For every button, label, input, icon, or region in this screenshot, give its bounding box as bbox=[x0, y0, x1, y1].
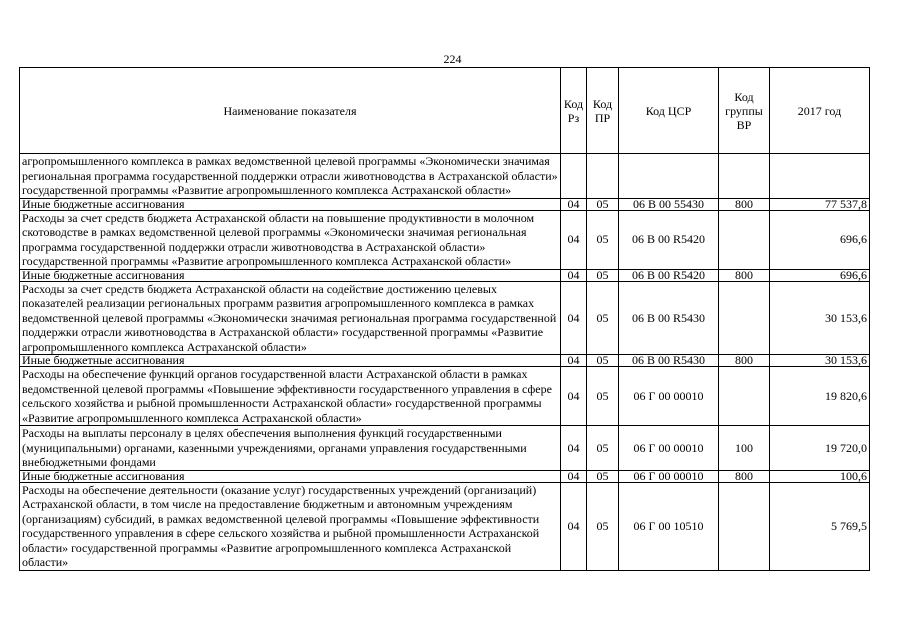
cell-vr: 800 bbox=[719, 470, 770, 482]
cell-amount: 30 153,6 bbox=[770, 281, 870, 355]
cell-csr: 06 Г 00 00010 bbox=[619, 426, 719, 471]
cell-csr bbox=[619, 154, 719, 199]
table-row bbox=[20, 470, 870, 482]
cell-csr: 06 В 00 55430 bbox=[619, 198, 719, 210]
cell-rz: 04 bbox=[561, 482, 587, 570]
cell-pr: 05 bbox=[587, 482, 619, 570]
header-year: 2017 год bbox=[770, 68, 870, 154]
cell-vr bbox=[719, 281, 770, 355]
cell-pr: 05 bbox=[587, 367, 619, 426]
table-row bbox=[20, 426, 870, 471]
cell-name: Расходы на обеспечение деятельности (оказание услуг) государственных учреждений (организаций) Астраханской области, в том числе на предоставление бюджетным и автономным учреждениям (организациям) субсидий, в рамках ведомственной целевой программы «Повышение эффективности государственного управления в сфере сельского хозяйства и рыбной промышленности Астраханской области» государственной программы «Развитие агропромышленного комплекса Астраханской области» bbox=[20, 482, 561, 570]
cell-rz: 04 bbox=[561, 470, 587, 482]
cell-amount: 30 153,6 bbox=[770, 355, 870, 367]
cell-pr: 05 bbox=[587, 355, 619, 367]
cell-amount: 696,6 bbox=[770, 210, 870, 269]
cell-rz bbox=[561, 154, 587, 199]
cell-name: Иные бюджетные ассигнования bbox=[20, 470, 561, 482]
cell-vr: 100 bbox=[719, 426, 770, 471]
cell-csr: 06 В 00 R5430 bbox=[619, 355, 719, 367]
cell-name: Иные бюджетные ассигнования bbox=[20, 355, 561, 367]
cell-name: Расходы на обеспечение функций органов государственной власти Астраханской области в рамках ведомственной целевой программы «Повышение эффективности государственного управления в сфере сельского хозяйства и рыбной промышленности Астраханской области» государственной программы «Развитие агропромышленного комплекса Астраханской области» bbox=[20, 367, 561, 426]
cell-amount: 5 769,5 bbox=[770, 482, 870, 570]
cell-vr: 800 bbox=[719, 269, 770, 281]
cell-pr: 05 bbox=[587, 269, 619, 281]
budget-table bbox=[19, 67, 870, 571]
cell-amount: 19 720,0 bbox=[770, 426, 870, 471]
cell-rz: 04 bbox=[561, 426, 587, 471]
header-pr: Код ПР bbox=[587, 68, 619, 154]
table-header-row bbox=[20, 68, 870, 154]
cell-name: Расходы за счет средств бюджета Астраханской области на повышение продуктивности в молочном скотоводстве в рамках ведомственной целевой программы «Экономически значимая региональная программа государственной поддержки отрасли животноводства в Астраханской области» государственной программы «Развитие агропромышленного комплекса Астраханской области» bbox=[20, 210, 561, 269]
cell-rz: 04 bbox=[561, 210, 587, 269]
cell-rz: 04 bbox=[561, 281, 587, 355]
cell-pr: 05 bbox=[587, 198, 619, 210]
cell-amount: 19 820,6 bbox=[770, 367, 870, 426]
header-rz: Код Рз bbox=[561, 68, 587, 154]
header-vr: Код группы ВР bbox=[719, 68, 770, 154]
cell-pr: 05 bbox=[587, 470, 619, 482]
cell-vr: 800 bbox=[719, 355, 770, 367]
cell-vr bbox=[719, 210, 770, 269]
cell-csr: 06 В 00 R5420 bbox=[619, 269, 719, 281]
page-number: 224 bbox=[443, 52, 462, 66]
cell-pr: 05 bbox=[587, 426, 619, 471]
cell-rz: 04 bbox=[561, 355, 587, 367]
table-row bbox=[20, 210, 870, 269]
table-row bbox=[20, 198, 870, 210]
cell-pr bbox=[587, 154, 619, 199]
cell-pr: 05 bbox=[587, 281, 619, 355]
cell-vr bbox=[719, 154, 770, 199]
cell-vr: 800 bbox=[719, 198, 770, 210]
cell-amount: 696,6 bbox=[770, 269, 870, 281]
cell-name: Расходы на выплаты персоналу в целях обеспечения выполнения функций государственными (муниципальными) органами, казенными учреждениями, органами управления государственными внебюджетными фондами bbox=[20, 426, 561, 471]
cell-name: Расходы за счет средств бюджета Астраханской области на содействие достижению целевых показателей реализации региональных программ развития агропромышленного комплекса в рамках ведомственной целевой программы «Экономически значимая региональная программа государственной поддержки отрасли животноводства в Астраханской области» государственной программы «Развитие агропромышленного комплекса Астраханской области» bbox=[20, 281, 561, 355]
cell-vr bbox=[719, 367, 770, 426]
table-row bbox=[20, 482, 870, 570]
cell-amount: 100,6 bbox=[770, 470, 870, 482]
cell-csr: 06 В 00 R5430 bbox=[619, 281, 719, 355]
cell-amount: 77 537,8 bbox=[770, 198, 870, 210]
table-row bbox=[20, 355, 870, 367]
cell-rz: 04 bbox=[561, 367, 587, 426]
header-name: Наименование показателя bbox=[20, 68, 561, 154]
cell-rz: 04 bbox=[561, 198, 587, 210]
table-row bbox=[20, 367, 870, 426]
header-csr: Код ЦСР bbox=[619, 68, 719, 154]
cell-name: агропромышленного комплекса в рамках ведомственной целевой программы «Экономически значимая региональная программа государственной поддержки отрасли животноводства в Астраханской области» государственной программы «Развитие агропромышленного комплекса Астраханской области» bbox=[20, 154, 561, 199]
cell-csr: 06 Г 00 10510 bbox=[619, 482, 719, 570]
cell-amount bbox=[770, 154, 870, 199]
cell-vr bbox=[719, 482, 770, 570]
cell-name: Иные бюджетные ассигнования bbox=[20, 269, 561, 281]
table-row bbox=[20, 154, 870, 199]
cell-csr: 06 В 00 R5420 bbox=[619, 210, 719, 269]
cell-csr: 06 Г 00 00010 bbox=[619, 367, 719, 426]
cell-csr: 06 Г 00 00010 bbox=[619, 470, 719, 482]
cell-pr: 05 bbox=[587, 210, 619, 269]
table-row bbox=[20, 281, 870, 355]
cell-rz: 04 bbox=[561, 269, 587, 281]
cell-name: Иные бюджетные ассигнования bbox=[20, 198, 561, 210]
table-row bbox=[20, 269, 870, 281]
